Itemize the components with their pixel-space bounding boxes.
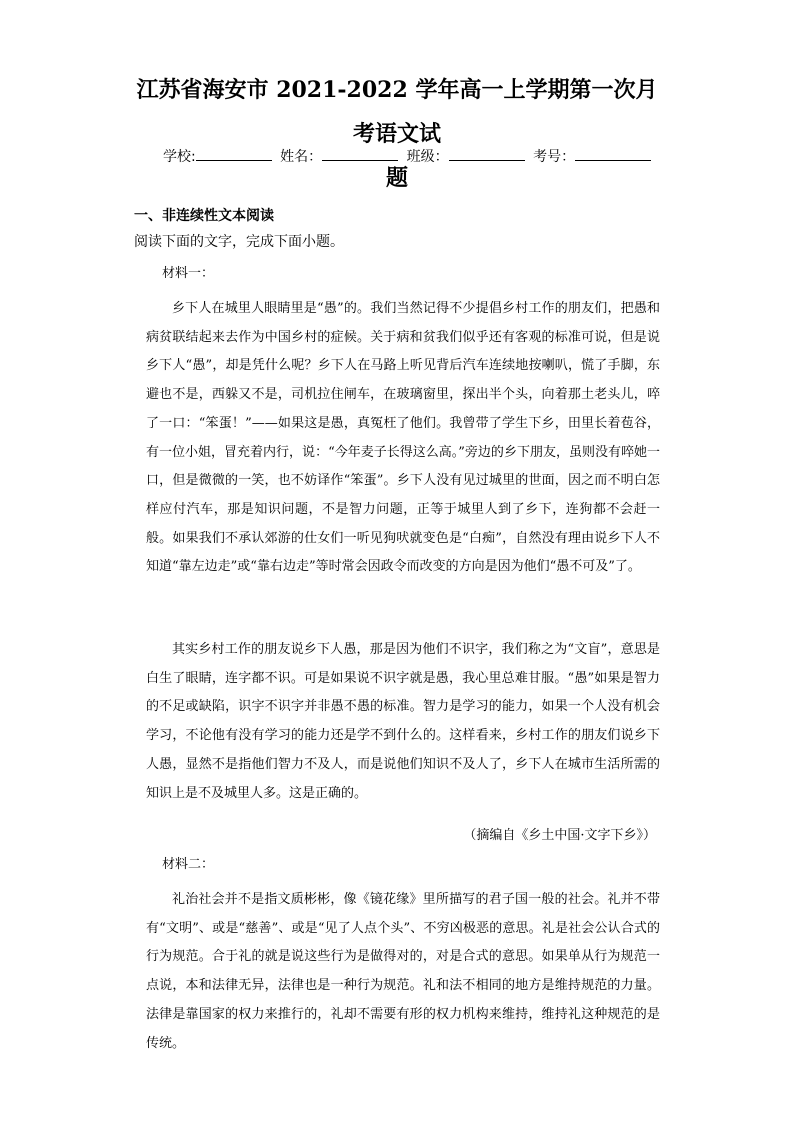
material-1-paragraph: 乡下人在城里人眼睛里是“愚”的。我们当然记得不少提倡乡村工作的朋友们，把愚和病贫联结起来去作为中国乡村的症候。关于病和贫我们似乎还有客观的标准可说，但是说乡下人“愚”，却是凭什么呢？乡下人在马路上听见背后汽车连续地按喇叭，慌了手脚，东避也不是，西躲又不是，司机拉住闸车，在玻璃窗里，探出半个头，向着那土老头儿，啐了一口：“笨蛋！”——如果这是愚，真冤枉了他们。我曾带了学生下乡，田里长着苞谷，有一位小姐，冒充着内行，说：“今年麦子长得这么高。”旁边的乡下朋友，虽则没有啐她一口，但是微微的一笑，也不妨译作“笨蛋”。乡下人没有见过城里的世面，因之而不明白怎样应付汽车，那是知识问题，不是智力问题，正等于城里人到了乡下，连狗都不会赶一般。如果我们不承认郊游的仕女们一听见狗吠就变色是“白痴”，自然没有理由说乡下人不知道“靠左边走”或“靠右边走”等时常会因政令而改变的方向是因为他们“愚不可及”了。: [146, 301, 660, 575]
name-label: 姓名：: [280, 149, 323, 165]
school-blank[interactable]: [196, 144, 272, 161]
section-heading: 一、非连续性文本阅读: [134, 208, 274, 224]
material-1-source: （摘编自《乡土中国·文字下乡》）: [463, 828, 656, 843]
school-label: 学校:: [163, 149, 196, 165]
exam-number-blank[interactable]: [575, 144, 651, 161]
name-blank[interactable]: [322, 144, 398, 161]
exam-number-label: 考号：: [533, 149, 576, 165]
material-1-label: 材料一：: [162, 266, 215, 281]
material-2-paragraph: 礼治社会并不是指文质彬彬，像《镜花缘》里所描写的君子国一般的社会。礼并不带有“文明”、或是“慈善”、或是“见了人点个头”、不穷凶极恶的意思。礼是社会公认合式的行为规范。合于礼的就是说这些行为是做得对的，对是合式的意思。如果单从行为规范一点说，本和法律无异，法律也是一种行为规范。礼和法不相同的地方是维持规范的力量。法律是靠国家的权力来推行的，礼却不需要有形的权力机构来维持，维持礼这种规范的是传统。: [146, 892, 660, 1051]
title-line-1: 江苏省海安市 2021-2022 学年高一上学期第一次月考语文试: [136, 77, 658, 147]
material-1-paragraph: 其实乡村工作的朋友说乡下人愚，那是因为他们不识字，我们称之为“文盲”，意思是白生了眼睛，连字都不识。可是如果说不识字就是愚，我心里总难甘服。“愚”如果是智力的不足或缺陷，识字不识字并非愚不愚的标准。智力是学习的能力，如果一个人没有机会学习，不论他有没有学习的能力还是学不到什么的。这样看来，乡村工作的朋友们说乡下人愚，显然不是指他们智力不及人，而是说他们知识不及人了，乡下人在城市生活所需的知识上是不及城里人多。这是正确的。: [146, 642, 660, 801]
class-label: 班级：: [406, 149, 449, 165]
student-info-row: [163, 144, 643, 168]
class-blank[interactable]: [449, 144, 525, 161]
title-line-2: 题: [385, 165, 408, 191]
reading-instruction: 阅读下面的文字，完成下面小题。: [134, 234, 344, 250]
material-2-label: 材料二：: [162, 857, 215, 872]
document-title: [130, 68, 664, 200]
